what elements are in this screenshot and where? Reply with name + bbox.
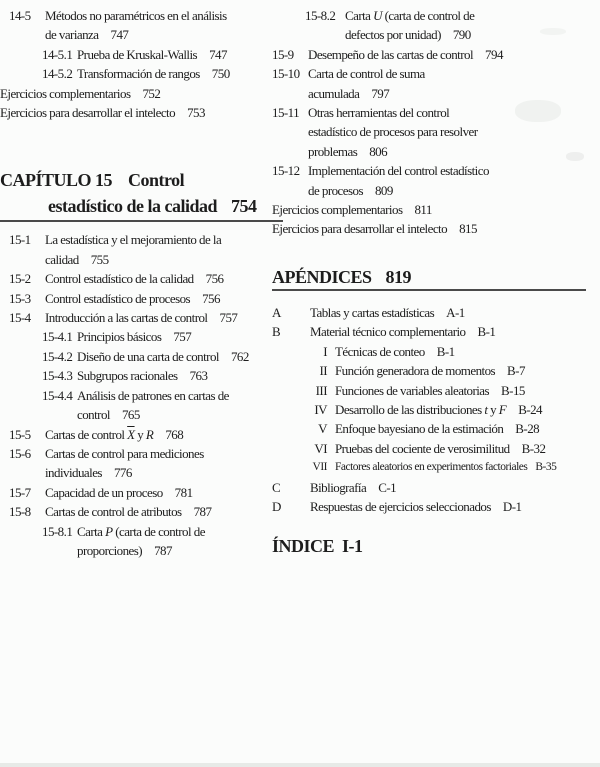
toc-subentry	[42, 327, 292, 346]
entry-page: 765	[121, 407, 140, 423]
entry-page: 815	[459, 221, 477, 237]
entry-title: Prueba de Kruskal-Wallis	[77, 46, 198, 62]
entry-page: 768	[165, 426, 184, 442]
entry-title: Ejercicios complementarios	[0, 85, 131, 101]
entry-page: 756	[205, 271, 224, 287]
appendix-subentry	[272, 381, 600, 400]
u-symbol: U	[373, 8, 382, 23]
entry-number: 15-2	[9, 271, 31, 287]
entry-page: B-7	[507, 363, 525, 379]
entry-title: Carta de control de suma	[308, 66, 425, 82]
entry-title: Análisis de patrones en cartas de	[77, 387, 229, 403]
entry-number: 15-4.1	[42, 329, 73, 345]
toc-subentry	[42, 522, 292, 541]
entry-title: proporciones)	[77, 542, 143, 558]
entry-title: problemas	[308, 143, 358, 159]
toc-subentry	[42, 347, 292, 366]
toc-subentry	[42, 45, 292, 64]
entry-number: 15-3	[9, 290, 31, 306]
t-symbol: t	[484, 401, 488, 417]
appendix-roman: VI	[314, 440, 327, 456]
toc-subentry	[42, 366, 292, 385]
entry-page: B-15	[501, 382, 525, 398]
entry-page: B-28	[515, 421, 540, 437]
indice-heading	[272, 537, 600, 556]
appendix-subentry	[272, 439, 600, 458]
toc-entry	[9, 502, 292, 521]
appendix-roman: V	[318, 421, 327, 437]
entry-title: Funciones de variables aleatorias	[335, 382, 490, 398]
appendix-roman: I	[323, 343, 327, 359]
entry-title: Ejercicios complementarios	[272, 202, 403, 218]
entry-page: B-35	[535, 461, 557, 474]
entry-number: 15-4.4	[42, 387, 73, 403]
entry-title: Control estadístico de la calidad	[45, 271, 194, 287]
entry-title: Cartas de control	[45, 426, 128, 442]
entry-page: 750	[211, 66, 230, 82]
entry-title: Transformación de rangos	[77, 66, 200, 82]
chapter-page: 754	[231, 196, 257, 217]
p-symbol: P	[105, 523, 113, 539]
scan-smudge	[540, 28, 566, 35]
entry-title: Subgrupos racionales	[77, 368, 178, 384]
appendix-letter: A	[272, 304, 281, 320]
entry-title: Introducción a las cartas de control	[45, 310, 208, 326]
entry-number: 15-10	[272, 66, 300, 82]
entry-title: Cartas de control de atributos	[45, 504, 182, 520]
entry-number: 15-8.2	[305, 8, 336, 23]
chapter-title-rest: estadístico de la calidad	[48, 196, 218, 217]
entry-page: B-24	[518, 401, 543, 417]
toc-entry	[0, 84, 292, 103]
entry-title: Ejercicios para desarrollar el intelecto	[272, 221, 448, 237]
entry-number: 15-12	[272, 163, 300, 179]
entry-number: 15-6	[9, 445, 31, 461]
entry-page: D-1	[502, 498, 522, 514]
toc-entry	[9, 483, 292, 502]
appendix-subentry	[272, 400, 600, 419]
entry-page: 747	[110, 27, 129, 43]
entry-number: 15-4.2	[42, 348, 73, 364]
entry-title: Capacidad de un proceso	[45, 484, 163, 500]
entry-page: 753	[187, 105, 205, 121]
entry-title: Carta	[77, 523, 106, 539]
entry-title: Desarrollo de las distribuciones	[335, 401, 485, 417]
toc-entry	[272, 219, 600, 238]
f-symbol: F	[498, 401, 507, 417]
appendix-roman: IV	[314, 401, 327, 417]
toc-entry	[272, 45, 600, 64]
entry-number: 15-9	[272, 46, 294, 62]
entry-title: Bibliografía	[310, 479, 367, 495]
entry-page: A-1	[446, 304, 465, 320]
scan-smudge	[515, 100, 561, 122]
chapter-15-heading	[0, 167, 283, 222]
entry-title: (carta de control de	[112, 523, 205, 539]
right-column	[272, 6, 600, 557]
entry-title: La estadística y el mejoramiento de la	[45, 232, 222, 248]
entry-title: acumulada	[308, 85, 360, 101]
left-column	[0, 6, 292, 560]
entry-title: Respuestas de ejercicios seleccionados	[310, 498, 491, 514]
entry-title: Pruebas del cociente de verosimilitud	[335, 440, 510, 456]
scan-bottom-edge	[0, 763, 600, 767]
entry-page: 757	[219, 310, 238, 326]
apendices-heading	[272, 267, 586, 291]
toc-subentry	[42, 386, 292, 405]
entry-title: Función generadora de momentos	[335, 363, 496, 379]
toc-entry	[9, 444, 292, 463]
toc-entry-continuation	[308, 142, 600, 161]
toc-entry-continuation	[45, 250, 292, 269]
appendix-letter: C	[272, 479, 281, 495]
entry-page: B-32	[521, 440, 546, 456]
entry-title: control	[77, 407, 110, 423]
apendices-page: 819	[385, 266, 412, 287]
toc-entry	[9, 230, 292, 249]
chapter-title-word: Control	[128, 170, 185, 191]
toc-subentry-continuation	[77, 541, 292, 560]
entry-page: 790	[452, 27, 471, 43]
entry-title: Carta	[345, 8, 374, 23]
toc-entry-continuation	[308, 181, 600, 200]
entry-page: 794	[485, 46, 503, 62]
chapter-label: CAPÍTULO 15	[0, 170, 113, 191]
entry-page: 755	[90, 251, 109, 267]
toc-entry-continuation	[308, 84, 600, 103]
appendix-entry	[272, 478, 600, 497]
r-symbol: R	[145, 426, 154, 442]
toc-subentry	[42, 64, 292, 83]
entry-title: Control estadístico de procesos	[45, 290, 191, 306]
entry-title: (carta de control de	[381, 8, 475, 23]
entry-title: Técnicas de conteo	[335, 343, 425, 359]
entry-number: 15-8	[9, 504, 31, 520]
entry-page: 762	[230, 348, 249, 364]
toc-entry	[272, 200, 600, 219]
entry-page: 809	[374, 182, 393, 198]
entry-title: calidad	[45, 251, 79, 267]
appendix-subentry	[272, 342, 600, 361]
appendix-entry	[272, 497, 600, 516]
entry-page: 776	[113, 465, 132, 481]
entry-number: 14-5	[9, 8, 31, 23]
entry-title: Diseño de una carta de control	[77, 348, 219, 364]
toc-subentry	[305, 6, 600, 25]
entry-title: defectos por unidad)	[345, 27, 441, 43]
entry-number: 14-5.1	[42, 46, 73, 62]
toc-entry-continuation	[308, 122, 600, 141]
entry-number: 15-4.3	[42, 368, 73, 384]
appendix-roman: VII	[312, 461, 327, 474]
entry-title: Métodos no paramétricos en el análisis	[45, 8, 227, 23]
indice-page: I-1	[342, 536, 363, 557]
toc-entry	[9, 308, 292, 327]
apendices-label: APÉNDICES	[272, 266, 372, 287]
entry-number: 15-7	[9, 484, 31, 500]
entry-number: 15-1	[9, 232, 31, 248]
entry-number: 15-4	[9, 310, 31, 326]
entry-number: 15-5	[9, 426, 31, 442]
entry-page: 747	[209, 46, 227, 62]
entry-number: 15-8.1	[42, 523, 73, 539]
appendix-roman: II	[319, 363, 327, 379]
entry-page: B-1	[477, 324, 496, 340]
appendix-letter: D	[272, 498, 281, 514]
entry-title: Desempeño de las cartas de control	[308, 46, 474, 62]
appendix-entry	[272, 303, 600, 322]
appendix-entry	[272, 322, 600, 341]
chapter-heading-line1	[0, 167, 283, 193]
entry-title: estadístico de procesos para resolver	[308, 124, 478, 140]
entry-page: 781	[174, 484, 193, 500]
entry-page: 787	[193, 504, 212, 520]
entry-page: 806	[369, 143, 388, 159]
entry-number: 14-5.2	[42, 66, 73, 82]
appendix-letter: B	[272, 324, 281, 340]
entry-title: Factores aleatorios en experimentos factoriales	[335, 461, 528, 474]
toc-entry	[9, 289, 292, 308]
entry-page: C-1	[378, 479, 397, 495]
appendix-subentry	[272, 458, 600, 477]
entry-page: 752	[142, 85, 161, 101]
entry-page: 757	[173, 329, 192, 345]
entry-title: y	[134, 426, 146, 442]
entry-title: Cartas de control para mediciones	[45, 445, 204, 461]
entry-number: 15-11	[272, 105, 300, 121]
entry-page: B-1	[436, 343, 455, 359]
entry-title: Implementación del control estadístico	[308, 163, 489, 179]
toc-entry	[272, 64, 600, 83]
entry-page: 763	[189, 368, 208, 384]
appendix-roman: III	[315, 382, 327, 398]
scan-smudge	[566, 152, 584, 161]
appendix-subentry	[272, 419, 600, 438]
entry-page: 811	[414, 202, 432, 218]
entry-title: y	[487, 401, 499, 417]
entry-title: Principios básicos	[77, 329, 162, 345]
chapter-heading-line2	[48, 193, 283, 219]
entry-page: 756	[202, 290, 220, 306]
entry-title: Ejercicios para desarrollar el intelecto	[0, 105, 176, 121]
entry-title: individuales	[45, 465, 102, 481]
toc-entry	[272, 161, 600, 180]
entry-title: Enfoque bayesiano de la estimación	[335, 421, 504, 437]
xbar-symbol: $\overline{X}$	[127, 426, 135, 442]
toc-entry	[9, 425, 292, 444]
appendix-subentry	[272, 361, 600, 380]
toc-subentry-continuation	[77, 405, 292, 424]
toc-entry-continuation	[45, 25, 292, 44]
entry-title: Material técnico complementario	[310, 324, 466, 340]
toc-entry	[9, 269, 292, 288]
indice-label: ÍNDICE	[272, 536, 335, 557]
toc-entry	[9, 6, 292, 25]
entry-title: Otras herramientas del control	[308, 105, 450, 121]
entry-page: 787	[154, 542, 172, 558]
entry-title: de procesos	[308, 182, 363, 198]
entry-title: Tablas y cartas estadísticas	[310, 304, 435, 320]
entry-page: 797	[371, 85, 390, 101]
toc-entry	[0, 103, 292, 122]
entry-title: de varianza	[45, 27, 99, 43]
toc-entry-continuation	[45, 463, 292, 482]
